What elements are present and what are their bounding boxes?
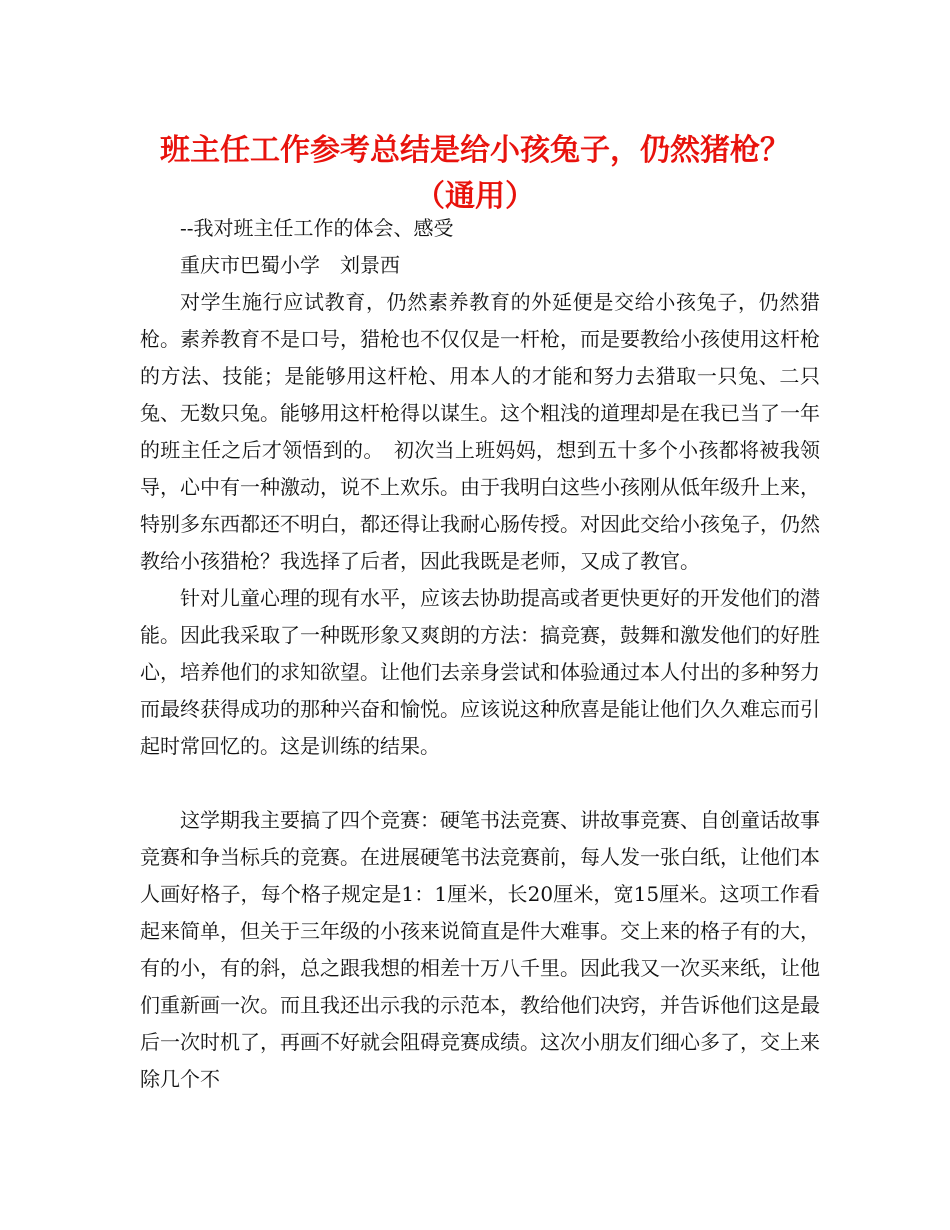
paragraph: 对学生施行应试教育，仍然素养教育的外延便是交给小孩兔子，仍然猎枪。素养教育不是口号，猎枪也不仅仅是一杆枪，而是要教给小孩使用这杆枪的方法、技能；是能够用这杆枪、用本人的才能和努力去猎取一只兔、二只兔、无数只兔。能够用这杆枪得以谋生。这个粗浅的道理却是在我已当了一年的班主任之后才领悟到的。 初次当上班妈妈，想到五十多个小孩都将被我领导，心中有一种激动，说不上欢乐。由于我明白这些小孩刚从低年级升上来，特别多东西都还不明白，都还得让我耐心肠传授。对因此交给小孩兔子，仍然教给小孩猎枪？我选择了后者，因此我既是老师，又成了教官。 [140,290,820,573]
paragraph: 这学期我主要搞了四个竞赛：硬笔书法竞赛、讲故事竞赛、自创童话故事竞赛和争当标兵的竞赛。在进展硬笔书法竞赛前，每人发一张白纸，让他们本人画好格子，每个格子规定是1：1厘米，长20厘米，宽15厘米。这项工作看起来简单，但关于三年级的小孩来说简直是件大难事。交上来的格子有的大，有的小，有的斜，总之跟我想的相差十万八千里。因此我又一次买来纸，让他们重新画一次。而且我还出示我的示范本，教给他们决窍，并告诉他们这是最后一次时机了，再画不好就会阻碍竞赛成绩。这次小朋友们细心多了，交上来除几个不 [140,808,820,1091]
document-title: 班主任工作参考总结是给小孩兔子，仍然猪枪？ [160,133,790,168]
document-body [140,210,820,1098]
paragraph: 针对儿童心理的现有水平，应该去协助提高或者更快更好的开发他们的潜能。因此我采取了一种既形象又爽朗的方法：搞竞赛，鼓舞和激发他们的好胜心，培养他们的求知欲望。让他们去亲身尝试和体验通过本人付出的多种努力而最终获得成功的那种兴奋和愉悦。应该说这种欣喜是能让他们久久难忘而引起时常回忆的。这是训练的结果。 [140,586,820,758]
document-author: 重庆市巴蜀小学 刘景西 [180,253,400,277]
document-title-suffix: （通用） [415,179,535,214]
document-subtitle: --我对班主任工作的体会、感受 [180,216,454,240]
